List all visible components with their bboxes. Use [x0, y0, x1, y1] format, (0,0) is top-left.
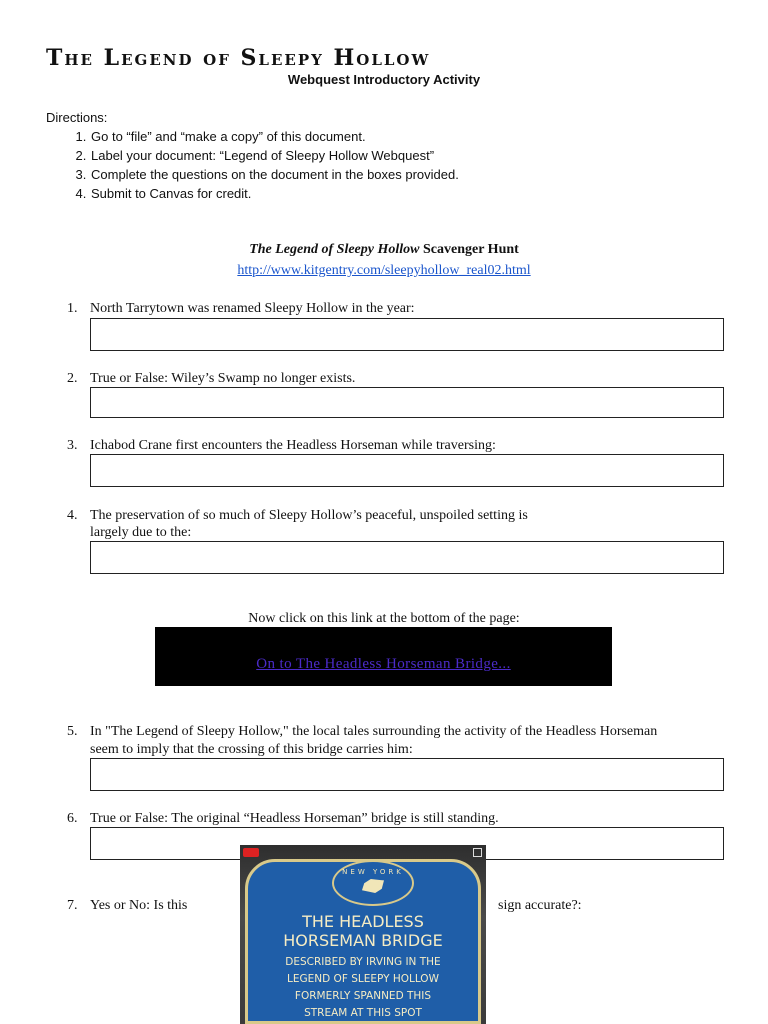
- sign-body-line: LEGEND OF SLEEPY HOLLOW: [287, 973, 439, 985]
- question-number: 7.: [67, 898, 78, 913]
- webquest-link[interactable]: http://www.kitgentry.com/sleepyhollow_real02.html: [237, 263, 531, 278]
- historic-marker-sign: [245, 859, 481, 1024]
- question-text-after: sign accurate?:: [498, 898, 582, 913]
- click-instruction: Now click on this link at the bottom of the page:: [248, 611, 520, 626]
- directions-step: 4. Submit to Canvas for credit.: [90, 184, 459, 203]
- question-number: 2.: [67, 371, 78, 386]
- state-outline-icon: [362, 879, 384, 893]
- bridge-page-link[interactable]: On to The Headless Horseman Bridge...: [256, 656, 511, 672]
- expand-icon[interactable]: [473, 848, 482, 857]
- question-text-line-2: seem to imply that the crossing of this bridge carries him:: [90, 742, 413, 757]
- question-number: 6.: [67, 811, 78, 826]
- crest-text: NEW YORK: [342, 868, 404, 876]
- hunt-title-rest: Scavenger Hunt: [419, 242, 519, 257]
- sign-heading-line: THE HEADLESS: [302, 912, 424, 931]
- sign-body: [248, 954, 478, 1022]
- document-subtitle: Webquest Introductory Activity: [287, 72, 481, 87]
- directions-step: 3. Complete the questions on the document in the boxes provided.: [90, 165, 459, 184]
- question-number: 3.: [67, 438, 78, 453]
- sign-body-line: FORMERLY SPANNED THIS: [294, 990, 432, 1002]
- directions-step: 1. Go to “file” and “make a copy” of this document.: [90, 127, 459, 146]
- sign-body-line: DESCRIBED BY IRVING IN THE: [285, 956, 441, 968]
- video-badge-icon: [243, 848, 259, 857]
- bridge-link-banner: [155, 627, 612, 686]
- hunt-title-italic: The Legend of Sleepy Hollow: [249, 242, 420, 257]
- directions-step: 2. Label your document: “Legend of Sleepy Hollow Webquest”: [90, 146, 459, 165]
- question-text-line-1: In "The Legend of Sleepy Hollow," the local tales surrounding the activity of the Headless Horseman: [90, 724, 658, 739]
- sign-heading: [248, 912, 478, 950]
- question-number: 1.: [67, 301, 78, 316]
- question-number: 4.: [67, 508, 78, 523]
- question-text: True or False: Wiley’s Swamp no longer exists.: [90, 371, 356, 386]
- state-crest: [332, 860, 414, 906]
- question-text-line-1: The preservation of so much of Sleepy Hollow’s peaceful, unspoiled setting is: [90, 508, 528, 523]
- hunt-link-line: [0, 262, 768, 280]
- document-title: The Legend of Sleepy Hollow: [46, 45, 431, 71]
- sign-heading-line: HORSEMAN BRIDGE: [283, 931, 443, 950]
- answer-box-5[interactable]: [90, 758, 724, 791]
- scavenger-hunt-heading: [0, 241, 768, 259]
- directions-section: [46, 108, 459, 203]
- sign-body-line: STREAM AT THIS SPOT: [304, 1007, 422, 1019]
- answer-box-2[interactable]: [90, 387, 724, 418]
- directions-label: Directions:: [46, 110, 108, 125]
- question-text: North Tarrytown was renamed Sleepy Hollow in the year:: [90, 301, 415, 316]
- answer-box-3[interactable]: [90, 454, 724, 487]
- question-text: True or False: The original “Headless Horseman” bridge is still standing.: [90, 811, 499, 826]
- question-text: Ichabod Crane first encounters the Headless Horseman while traversing:: [90, 438, 496, 453]
- bridge-sign-photo[interactable]: [240, 845, 486, 1024]
- question-text-line-2: largely due to the:: [90, 525, 192, 540]
- question-text-before: Yes or No: Is this: [90, 898, 188, 913]
- directions-list: [46, 127, 459, 203]
- question-number: 5.: [67, 724, 78, 739]
- answer-box-4[interactable]: [90, 541, 724, 574]
- answer-box-1[interactable]: [90, 318, 724, 351]
